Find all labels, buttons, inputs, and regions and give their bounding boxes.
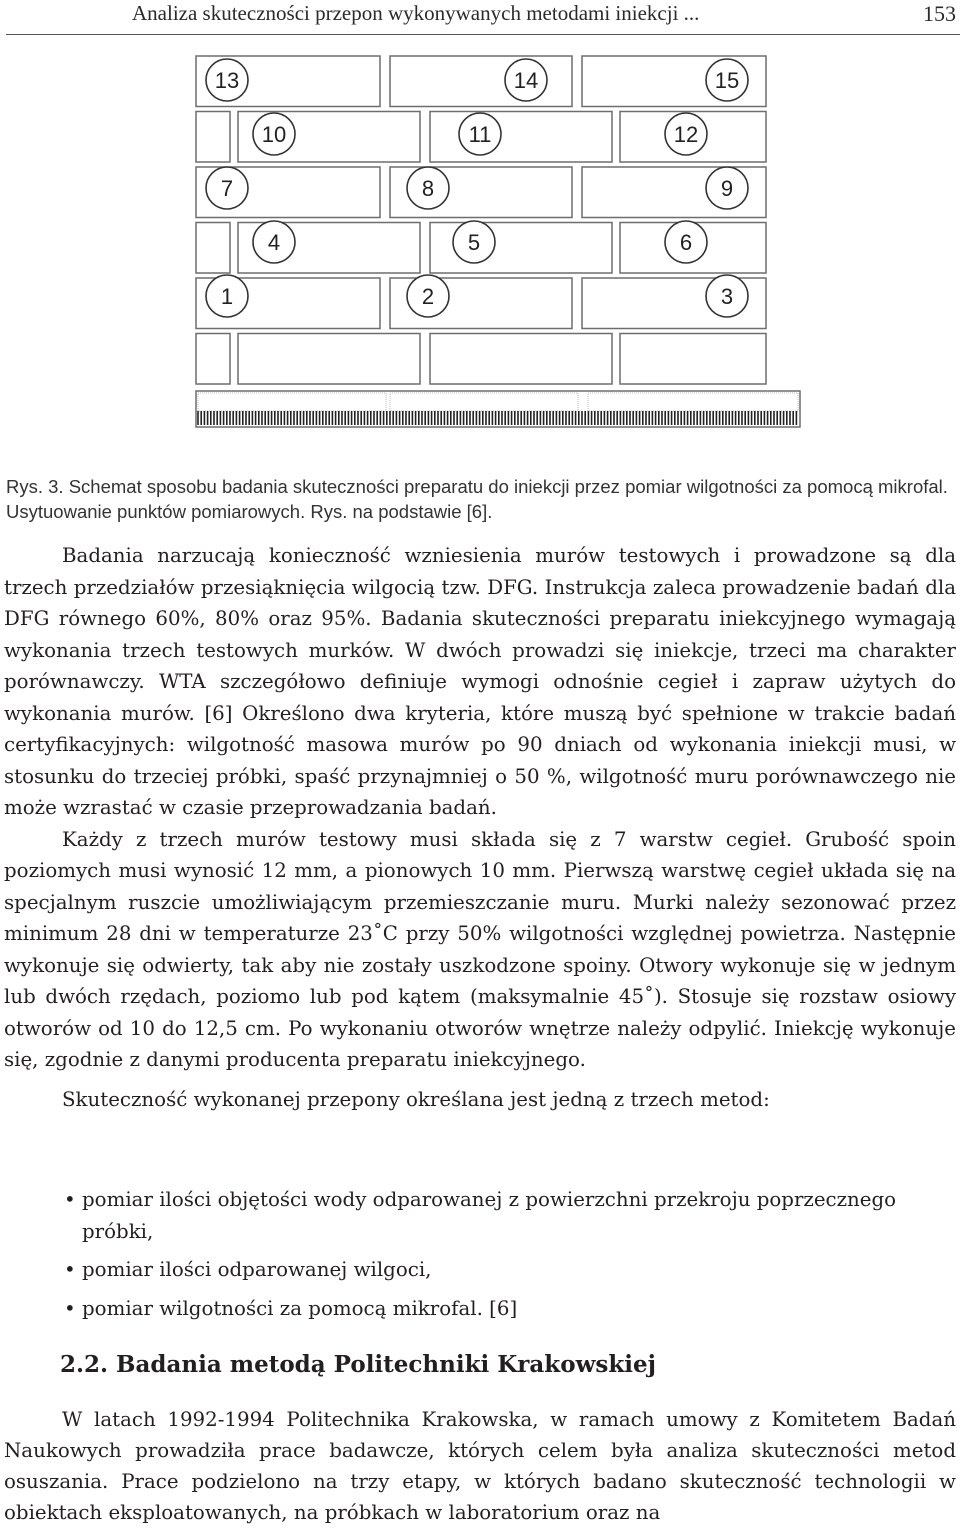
paragraph-2: Każdy z trzech murów testowy musi składa się z 7 warstw cegieł. Grubość spoin poziomych musi wynosić 12 mm, a pionowych 10 mm. Pierwszą warstwę cegieł układa się na specjalnym ruszcie umożliwiającym przemieszczanie muru. Murki należy sezonować przez minimum 28 dni w temperaturze 23˚C przy 50% wilgotności względnej powietrza. Następnie wykonuje się odwierty, tak aby nie zostały uszkodzone spoiny. Otwory wykonuje się w jednym lub dwóch rzędach, poziomo lub pod kątem (maksymalnie 45˚). Stosuje się rozstaw osiowy otworów od 10 do 12,5 cm. Po wykonaniu otworów wnętrze należy odpylić. Iniekcję wykonuje się, zgodnie z danymi producenta preparatu iniekcyjnego. xyxy=(4,827,956,1071)
wall-figure xyxy=(192,54,804,463)
brick xyxy=(196,223,230,274)
bullet-icon: • xyxy=(64,1258,76,1281)
measure-point-label: 1 xyxy=(220,284,234,309)
header-rule xyxy=(6,34,960,35)
list-item-text: pomiar ilości objętości wody odparowanej z powierzchni przekroju poprzecznego próbki, xyxy=(82,1188,897,1243)
running-header xyxy=(0,0,960,36)
brick xyxy=(196,334,230,385)
section-number: 2.2. xyxy=(60,1351,109,1378)
method-list xyxy=(4,1184,956,1331)
measure-point-label: 6 xyxy=(679,230,693,255)
grate-panel xyxy=(198,393,386,411)
page-number: 153 xyxy=(923,1,956,26)
caption-label: Rys. 3. xyxy=(6,476,64,497)
measure-point-label: 7 xyxy=(220,176,234,201)
bullet-icon: • xyxy=(64,1296,76,1320)
grate-panel xyxy=(588,393,798,411)
brick xyxy=(196,112,230,163)
measure-point-label: 9 xyxy=(720,176,734,201)
measure-point-label: 14 xyxy=(513,68,539,93)
measure-point-label: 8 xyxy=(421,176,435,201)
measure-point-label: 15 xyxy=(714,68,740,93)
measure-point-label: 10 xyxy=(261,122,287,147)
measure-point-label: 12 xyxy=(673,122,699,147)
section-title: Badania metodą Politechniki Krakowskiej xyxy=(116,1351,656,1378)
section-heading xyxy=(60,1351,656,1378)
figure-caption xyxy=(6,474,954,524)
list-item xyxy=(4,1184,956,1247)
measure-point-label: 4 xyxy=(267,230,281,255)
measure-point-label: 3 xyxy=(720,284,734,309)
list-item xyxy=(4,1254,956,1286)
measure-point-label: 13 xyxy=(214,68,240,93)
paragraph-3: Skuteczność wykonanej przepony określana jest jedną z trzech metod: xyxy=(62,1087,770,1111)
caption-text: Schemat sposobu badania skuteczności preparatu do iniekcji przez pomiar wilgotności za pomocą mikrofal. Usytuowanie punktów pomiarowych. Rys. na podstawie [6]. xyxy=(6,476,948,522)
brick xyxy=(430,334,612,385)
brick xyxy=(238,334,420,385)
body-text xyxy=(4,540,956,1115)
running-title: Analiza skuteczności przepon wykonywanych metodami iniekcji ... xyxy=(132,1,700,25)
list-item-text: pomiar ilości odparowanej wilgoci, xyxy=(82,1258,432,1281)
paragraph-1: Badania narzucają konieczność wzniesienia murów testowych i prowadzone są dla trzech przedziałów przesiąknięcia wilgocią tzw. DFG. Instrukcja zaleca prowadzenie badań dla DFG równego 60%, 80% oraz 95%. Badania skuteczności preparatu iniekcyjnego wymagają wykonania trzech testowych murków. W dwóch prowadzi się iniekcje, trzeci ma charakter porównawczy. WTA szczegółowo definiuje wymogi odnośnie cegieł i zapraw użytych do wykonania murów. [6] Określono dwa kryteria, które muszą być spełnione w trakcie badań certyfikacyjnych: wilgotność masowa murów po 90 dniach od wykonania iniekcji musi, w stosunku do trzeciej próbki, spaść przynajmniej o 50 %, wilgotność muru porównawczego nie może wzrastać w czasie przeprowadzania badań. xyxy=(4,544,956,819)
list-item xyxy=(4,1293,956,1325)
measure-point-label: 11 xyxy=(468,122,492,147)
grate-panel xyxy=(390,393,578,411)
list-item-text: pomiar wilgotności za pomocą mikrofal. [6] xyxy=(82,1296,518,1320)
brick-wall-diagram xyxy=(192,54,804,458)
brick xyxy=(430,112,612,163)
measure-point-label: 5 xyxy=(467,230,481,255)
bullet-icon: • xyxy=(64,1188,76,1211)
measure-point-label: 2 xyxy=(421,284,435,309)
paragraph-4: W latach 1992-1994 Politechnika Krakowska, w ramach umowy z Komitetem Badań Naukowych prowadziła prace badawcze, których celem była analiza skuteczności metod osuszania. Prace podzielono na trzy etapy, w których badano skuteczność technologii w obiektach eksploatowanych, na próbkach w laboratorium oraz na xyxy=(4,1408,956,1524)
brick xyxy=(620,334,766,385)
